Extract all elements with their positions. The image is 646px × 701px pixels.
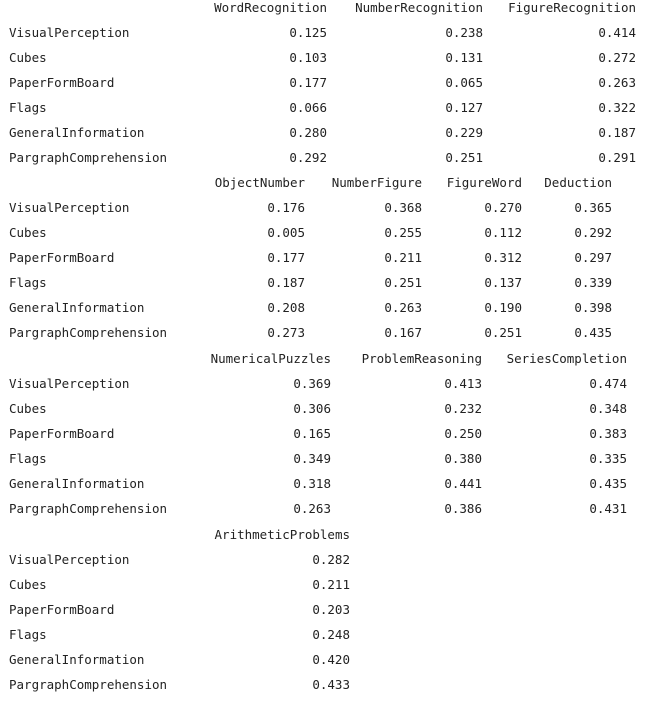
- value-cell: 0.238: [445, 25, 483, 40]
- row-label: VisualPerception: [9, 376, 130, 391]
- row-label: PaperFormBoard: [9, 602, 115, 617]
- value-cell: 0.292: [574, 225, 612, 240]
- value-cell: 0.103: [289, 50, 327, 65]
- column-header: FigureRecognition: [508, 0, 636, 15]
- row-label: Cubes: [9, 50, 47, 65]
- table-row: [0, 195, 612, 220]
- table-row: [0, 371, 627, 396]
- value-cell: 0.441: [444, 476, 482, 491]
- table-row: [0, 421, 627, 446]
- value-cell: 0.251: [484, 325, 522, 340]
- column-header: NumberRecognition: [355, 0, 483, 15]
- table-row: [0, 647, 350, 672]
- row-label: PargraphComprehension: [9, 501, 168, 516]
- row-label: PargraphComprehension: [9, 150, 168, 165]
- row-label: PaperFormBoard: [9, 75, 115, 90]
- correlation-block-1: [0, 0, 636, 170]
- row-label: PargraphComprehension: [9, 325, 168, 340]
- row-label: PargraphComprehension: [9, 677, 168, 692]
- column-header: ProblemReasoning: [361, 351, 482, 366]
- value-cell: 0.176: [267, 200, 305, 215]
- row-label: VisualPerception: [9, 25, 130, 40]
- value-cell: 0.167: [384, 325, 422, 340]
- row-label: GeneralInformation: [9, 300, 145, 315]
- row-label: GeneralInformation: [9, 476, 145, 491]
- value-cell: 0.474: [589, 376, 627, 391]
- value-cell: 0.369: [293, 376, 331, 391]
- row-label: VisualPerception: [9, 552, 130, 567]
- row-label: Flags: [9, 275, 47, 290]
- value-cell: 0.433: [312, 677, 350, 692]
- value-cell: 0.229: [445, 125, 483, 140]
- row-label: GeneralInformation: [9, 125, 145, 140]
- row-label: Cubes: [9, 225, 47, 240]
- table-row: [0, 70, 636, 95]
- value-cell: 0.263: [384, 300, 422, 315]
- value-cell: 0.255: [384, 225, 422, 240]
- value-cell: 0.435: [589, 476, 627, 491]
- value-cell: 0.125: [289, 25, 327, 40]
- column-header: ArithmeticProblems: [214, 527, 350, 542]
- column-header: NumericalPuzzles: [210, 351, 331, 366]
- table-row: [0, 295, 612, 320]
- value-cell: 0.297: [574, 250, 612, 265]
- value-cell: 0.263: [598, 75, 636, 90]
- row-label: Flags: [9, 100, 47, 115]
- table-row: [0, 320, 612, 345]
- table-row: [0, 270, 612, 295]
- value-cell: 0.280: [289, 125, 327, 140]
- value-cell: 0.380: [444, 451, 482, 466]
- value-cell: 0.365: [574, 200, 612, 215]
- row-label: PaperFormBoard: [9, 250, 115, 265]
- row-label: VisualPerception: [9, 200, 130, 215]
- correlation-block-4: [0, 522, 350, 697]
- value-cell: 0.177: [267, 250, 305, 265]
- value-cell: 0.208: [267, 300, 305, 315]
- column-header: SeriesCompletion: [506, 351, 627, 366]
- value-cell: 0.165: [293, 426, 331, 441]
- column-header: Deduction: [544, 175, 612, 190]
- value-cell: 0.251: [445, 150, 483, 165]
- table-row: [0, 95, 636, 120]
- value-cell: 0.291: [598, 150, 636, 165]
- value-cell: 0.177: [289, 75, 327, 90]
- value-cell: 0.312: [484, 250, 522, 265]
- correlation-block-2: [0, 170, 612, 345]
- header-row: [0, 346, 627, 371]
- value-cell: 0.250: [444, 426, 482, 441]
- value-cell: 0.211: [384, 250, 422, 265]
- table-row: [0, 446, 627, 471]
- value-cell: 0.251: [384, 275, 422, 290]
- table-row: [0, 145, 636, 170]
- value-cell: 0.131: [445, 50, 483, 65]
- corner-cell: [0, 346, 199, 371]
- value-cell: 0.270: [484, 200, 522, 215]
- table-row: [0, 245, 612, 270]
- corner-cell: [0, 170, 199, 195]
- value-cell: 0.065: [445, 75, 483, 90]
- value-cell: 0.306: [293, 401, 331, 416]
- value-cell: 0.431: [589, 501, 627, 516]
- value-cell: 0.318: [293, 476, 331, 491]
- table-row: [0, 672, 350, 697]
- value-cell: 0.349: [293, 451, 331, 466]
- value-cell: 0.368: [384, 200, 422, 215]
- value-cell: 0.187: [267, 275, 305, 290]
- value-cell: 0.272: [598, 50, 636, 65]
- value-cell: 0.414: [598, 25, 636, 40]
- value-cell: 0.420: [312, 652, 350, 667]
- column-header: NumberFigure: [331, 175, 422, 190]
- corner-cell: [0, 522, 199, 547]
- value-cell: 0.348: [589, 401, 627, 416]
- column-header: ObjectNumber: [214, 175, 305, 190]
- table-row: [0, 547, 350, 572]
- value-cell: 0.413: [444, 376, 482, 391]
- value-cell: 0.232: [444, 401, 482, 416]
- table-row: [0, 622, 350, 647]
- value-cell: 0.386: [444, 501, 482, 516]
- corner-cell: [0, 0, 199, 20]
- row-label: Flags: [9, 451, 47, 466]
- value-cell: 0.263: [293, 501, 331, 516]
- value-cell: 0.398: [574, 300, 612, 315]
- value-cell: 0.248: [312, 627, 350, 642]
- table-row: [0, 45, 636, 70]
- value-cell: 0.005: [267, 225, 305, 240]
- value-cell: 0.273: [267, 325, 305, 340]
- table-row: [0, 572, 350, 597]
- correlation-block-3: [0, 346, 627, 521]
- row-label: Cubes: [9, 401, 47, 416]
- value-cell: 0.339: [574, 275, 612, 290]
- value-cell: 0.383: [589, 426, 627, 441]
- table-row: [0, 120, 636, 145]
- value-cell: 0.137: [484, 275, 522, 290]
- value-cell: 0.322: [598, 100, 636, 115]
- value-cell: 0.282: [312, 552, 350, 567]
- value-cell: 0.292: [289, 150, 327, 165]
- value-cell: 0.127: [445, 100, 483, 115]
- value-cell: 0.190: [484, 300, 522, 315]
- row-label: GeneralInformation: [9, 652, 145, 667]
- value-cell: 0.203: [312, 602, 350, 617]
- header-row: [0, 0, 636, 20]
- header-row: [0, 170, 612, 195]
- table-row: [0, 597, 350, 622]
- table-row: [0, 471, 627, 496]
- row-label: PaperFormBoard: [9, 426, 115, 441]
- column-header: WordRecognition: [214, 0, 327, 15]
- table-row: [0, 396, 627, 421]
- header-row: [0, 522, 350, 547]
- value-cell: 0.187: [598, 125, 636, 140]
- row-label: Flags: [9, 627, 47, 642]
- value-cell: 0.335: [589, 451, 627, 466]
- row-label: Cubes: [9, 577, 47, 592]
- column-header: FigureWord: [446, 175, 522, 190]
- value-cell: 0.211: [312, 577, 350, 592]
- table-row: [0, 20, 636, 45]
- table-row: [0, 220, 612, 245]
- table-row: [0, 496, 627, 521]
- value-cell: 0.112: [484, 225, 522, 240]
- value-cell: 0.435: [574, 325, 612, 340]
- value-cell: 0.066: [289, 100, 327, 115]
